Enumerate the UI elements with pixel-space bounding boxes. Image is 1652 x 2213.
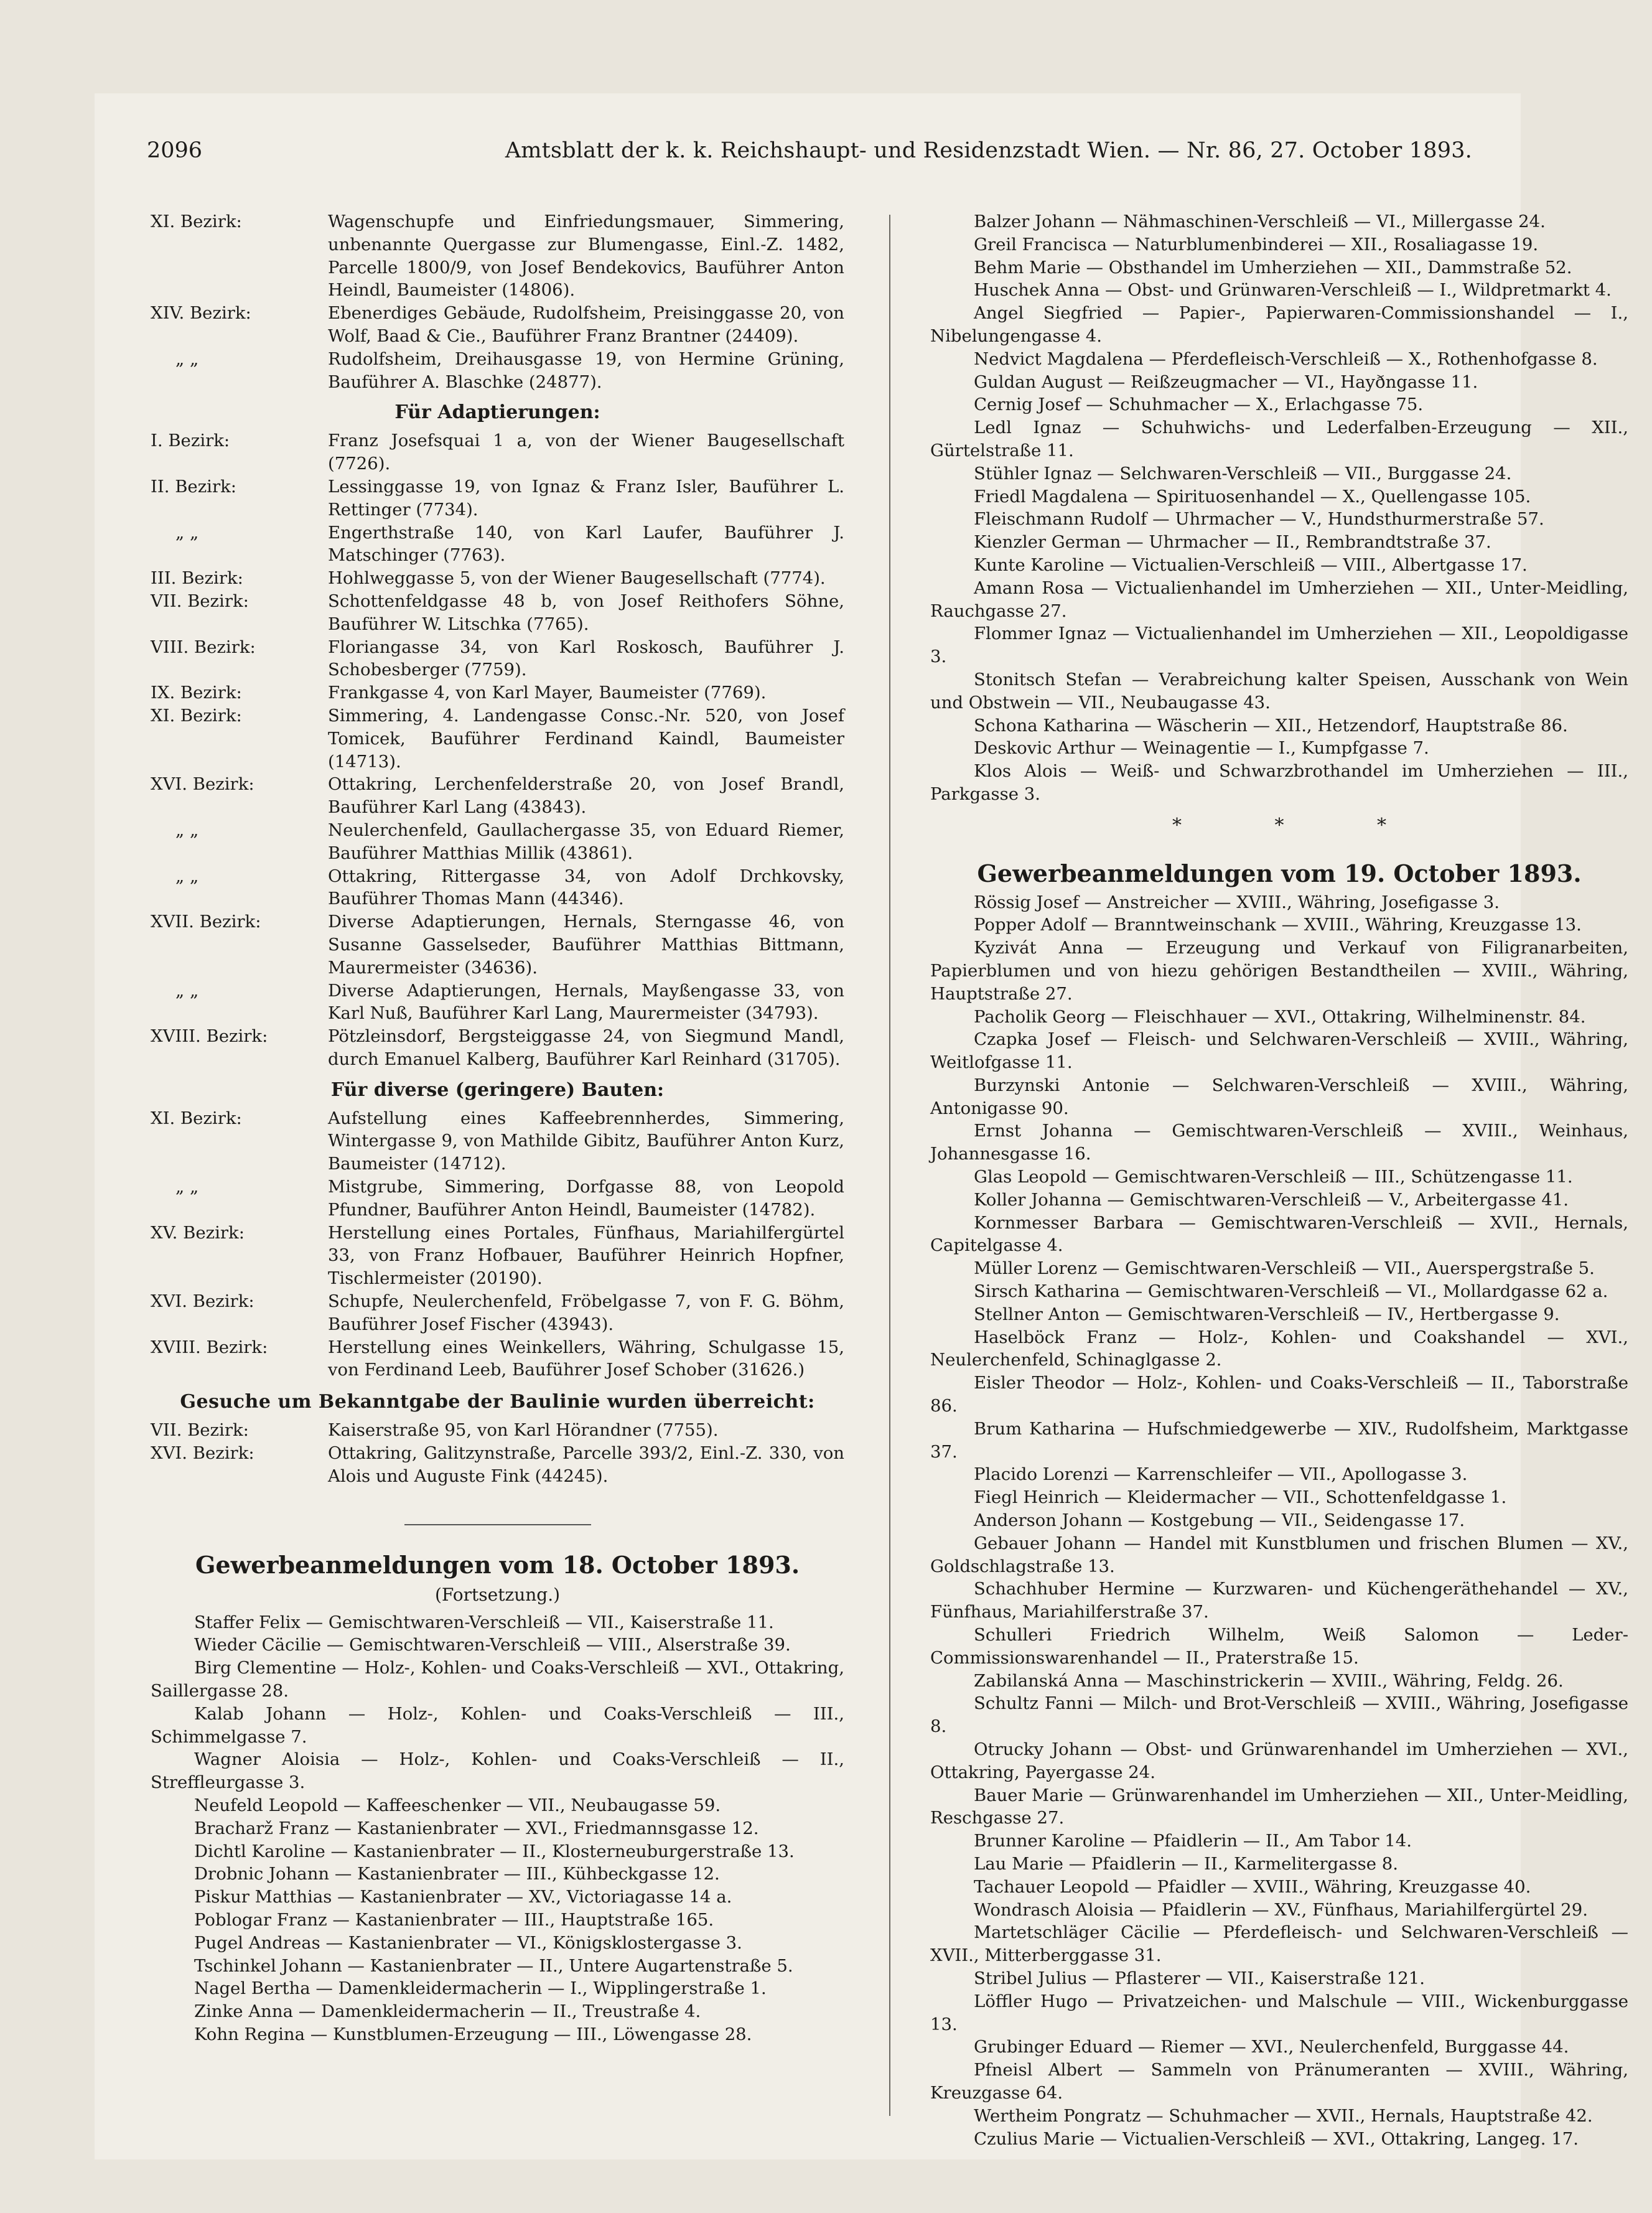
bau-entries-diverse bbox=[151, 1107, 844, 1382]
registration-entry: Kalab Johann — Holz-, Kohlen- und Coaks-Verschleiß — III., Schimmelgasse 7. bbox=[151, 1703, 844, 1747]
registration-entry: Nedvict Magdalena — Pferdefleisch-Verschleiß — X., Rothenhofgasse 8. bbox=[974, 349, 1598, 369]
registration-entry: Wagner Aloisia — Holz-, Kohlen- und Coaks-Verschleiß — II., Strefflеurgasse 3. bbox=[151, 1749, 844, 1793]
bau-entry bbox=[151, 910, 844, 979]
registration-entry: Ernst Johanna — Gemischtwaren-Verschleiß — XVIII., Weinhaus, Johannesgasse 16. bbox=[930, 1121, 1628, 1164]
bau-entry bbox=[151, 522, 844, 568]
bau-entry bbox=[151, 636, 844, 682]
asterism: * * * bbox=[1172, 814, 1430, 836]
entry-text: Floriangasse 34, von Karl Roskosch, Bauführer J. Schobesberger (7759). bbox=[328, 637, 844, 680]
registration-entry: Lau Marie — Pfaidlerin — II., Karmelitergasse 8. bbox=[974, 1853, 1398, 1874]
registration-entry: Nagel Bertha — Damenkleidermacherin — I., Wipplingerstraße 1. bbox=[194, 1978, 767, 1999]
bau-entry bbox=[151, 865, 844, 911]
bezirk-label: VII. Bezirk: bbox=[151, 1420, 249, 1441]
registration-entry: Huschek Anna — Obst- und Grünwaren-Verschleiß — I., Wildpretmarkt 4. bbox=[974, 280, 1612, 301]
entry-text: Engerthstraße 140, von Karl Laufer, Bauführer J. Matschinger (7763). bbox=[328, 522, 844, 566]
bau-entry bbox=[151, 980, 844, 1026]
registration-entry: Tschinkel Johann — Kastanienbrater — II., Untere Augartenstraße 5. bbox=[194, 1955, 793, 1976]
registration-entry: Anderson Johann — Kostgebung — VII., Seidengasse 17. bbox=[974, 1510, 1465, 1531]
registration-entry: Drobnic Johann — Kastanienbrater — III., Kühbeckgasse 12. bbox=[194, 1864, 720, 1884]
registration-entry: Flommer Ignaz — Victualienhandel im Umherziehen — XII., Leopoldigasse 3. bbox=[930, 624, 1628, 667]
entry-text: Kaiserstraße 95, von Karl Hörandner (7755). bbox=[328, 1420, 719, 1441]
registration-entry: Otrucky Johann — Obst- und Grünwarenhandel im Umherziehen — XVI., Ottakring, Payergasse 24. bbox=[930, 1739, 1628, 1782]
registration-entry: Staffer Felix — Gemischtwaren-Verschleiß — VII., Kaiserstraße 11. bbox=[194, 1612, 774, 1632]
bezirk-label: XVI. Bezirk: bbox=[151, 1291, 254, 1312]
bezirk-label: II. Bezirk: bbox=[151, 476, 237, 497]
registration-entry: Koller Johanna — Gemischtwaren-Verschleiß — V., Arbeitergasse 41. bbox=[974, 1189, 1569, 1210]
column-divider bbox=[889, 215, 890, 2116]
registration-entry: Behm Marie — Obsthandel im Umherziehen — XII., Dammstraße 52. bbox=[974, 257, 1572, 278]
bezirk-label: XVI. Bezirk: bbox=[151, 774, 254, 795]
entry-text: Neulerchenfeld, Gaullachergasse 35, von Eduard Riemer, Bauführer Matthias Millik (43861). bbox=[328, 820, 844, 863]
bezirk-label: „ „ bbox=[175, 866, 199, 886]
bau-entry bbox=[151, 429, 844, 475]
bezirk-label: XVIII. Bezirk: bbox=[151, 1026, 268, 1047]
registration-entry: Löffler Hugo — Privatzeichen- und Malschule — VIII., Wickenburggasse 13. bbox=[930, 1991, 1628, 2034]
heading-baulinie: Gesuche um Bekanntgabe der Baulinie wurden überreicht: bbox=[180, 1391, 815, 1413]
bezirk-label: IX. Bezirk: bbox=[151, 683, 242, 703]
left-column bbox=[151, 210, 844, 2046]
bau-entry bbox=[151, 1442, 844, 1488]
entry-text: Schottenfeldgasse 48 b, von Josef Reithofers Söhne, Bauführer W. Litschka (7765). bbox=[328, 591, 844, 634]
registration-entry: Schona Katharina — Wäscherin — XII., Hetzendorf, Hauptstraße 86. bbox=[974, 715, 1568, 736]
registration-entry: Haselböck Franz — Holz-, Kohlen- und Coakshandel — XVI., Neulerchenfeld, Schinaglgasse 2. bbox=[930, 1327, 1628, 1370]
bezirk-label: „ „ bbox=[175, 820, 199, 840]
bezirk-label: VIII. Bezirk: bbox=[151, 637, 256, 657]
registration-entry: Stühler Ignaz — Selchwaren-Verschleiß — VII., Burggasse 24. bbox=[974, 463, 1512, 484]
bezirk-label: XVI. Bezirk: bbox=[151, 1443, 254, 1464]
bezirk-label: VII. Bezirk: bbox=[151, 591, 249, 611]
registration-entry: Balzer Johann — Nähmaschinen-Verschleiß — VI., Millergasse 24. bbox=[974, 212, 1546, 232]
registration-entry: Poblogar Franz — Kastanienbrater — III., Hauptstraße 165. bbox=[194, 1910, 714, 1930]
newspaper-page bbox=[95, 93, 1628, 2159]
entry-text: Lessinggasse 19, von Ignaz & Franz Isler, Bauführer L. Rettinger (7734). bbox=[328, 476, 844, 520]
registration-entry: Kyzivát Anna — Erzeugung und Verkauf von Filigranarbeiten, Papierblumen und von hiezu gehörigen Bestandtheilen — XVIII., Währing, Hauptstraße 27. bbox=[930, 938, 1628, 1004]
bau-entry bbox=[151, 590, 844, 636]
registration-entry: Guldan August — Reißzeugmacher — VI., Hayðngasse 11. bbox=[974, 372, 1478, 392]
registration-entry: Dichtl Karoline — Kastanienbrater — II., Klosterneuburgerstraße 13. bbox=[194, 1841, 795, 1861]
registration-entry: Schultz Fanni — Milch- und Brot-Verschleiß — XVIII., Währing, Josefigasse 8. bbox=[930, 1693, 1628, 1737]
registration-entry: Birg Clementine — Holz-, Kohlen- und Coaks-Verschleiß — XVI., Ottakring, Saillergasse 28. bbox=[151, 1658, 844, 1701]
page-header bbox=[147, 136, 1472, 173]
registration-entry: Schachhuber Hermine — Kurzwaren- und Küchengeräthehandel — XV., Fünfhaus, Mariahilferstraße 37. bbox=[930, 1579, 1628, 1622]
heading-diverse-bauten: Für diverse (geringere) Bauten: bbox=[330, 1078, 665, 1101]
bau-entry bbox=[151, 773, 844, 819]
bau-entries-adaptierungen bbox=[151, 429, 844, 1070]
bezirk-label: XI. Bezirk: bbox=[151, 212, 242, 232]
registration-entry: Kienzler German — Uhrmacher — II., Rembrandtstraße 37. bbox=[974, 532, 1491, 553]
entry-text: Schupfe, Neulerchenfeld, Fröbelgasse 7, von F. G. Böhm, Bauführer Josef Fischer (43943). bbox=[328, 1291, 844, 1334]
bezirk-label: XVIII. Bezirk: bbox=[151, 1337, 268, 1357]
entry-text: Diverse Adaptierungen, Hernals, Sterngasse 46, von Susanne Gasselseder, Bauführer Matthias Bittmann, Maurermeister (34636). bbox=[328, 912, 844, 978]
registration-entry: Wondrasch Aloisia — Pfaidlerin — XV., Fünfhaus, Mariahilfergürtel 29. bbox=[974, 1899, 1589, 1920]
registration-entry: Placido Lorenzi — Karrenschleifer — VII., Apollogasse 3. bbox=[974, 1464, 1468, 1485]
bezirk-label: „ „ bbox=[175, 349, 199, 369]
bau-entry bbox=[151, 475, 844, 522]
bau-entries-top bbox=[151, 210, 844, 393]
entry-text: Ottakring, Galitzynstraße, Parcelle 393/2, Einl.-Z. 330, von Alois und Auguste Fink (44245). bbox=[328, 1443, 844, 1486]
entry-text: Diverse Adaptierungen, Hernals, Mayßengasse 33, von Karl Nuß, Bauführer Karl Lang, Maurermeister (34793). bbox=[328, 980, 844, 1024]
entry-text: Mistgrube, Simmering, Dorfgasse 88, von Leopold Pfundner, Bauführer Anton Heindl, Baumeister (14782). bbox=[328, 1177, 844, 1220]
entry-text: Pötzleinsdorf, Bergsteiggasse 24, von Siegmund Mandl, durch Emanuel Kalberg, Bauführer Karl Reinhard (31705). bbox=[328, 1026, 844, 1069]
registration-entry: Stellner Anton — Gemischtwaren-Verschleiß — IV., Hertbergasse 9. bbox=[974, 1304, 1560, 1324]
bezirk-label: XVII. Bezirk: bbox=[151, 912, 261, 932]
registration-entry: Rössig Josef — Anstreicher — XVIII., Währing, Josefigasse 3. bbox=[974, 892, 1500, 912]
bezirk-label: I. Bezirk: bbox=[151, 431, 230, 451]
registration-entry: Sirsch Katharina — Gemischtwaren-Verschleiß — VI., Mollardgasse 62 a. bbox=[974, 1281, 1608, 1302]
registration-entry: Friedl Magdalena — Spirituosenhandel — X., Quellengasse 105. bbox=[974, 486, 1531, 507]
bau-entry bbox=[151, 302, 844, 348]
registration-entry: Stribel Julius — Pflasterer — VII., Kaiserstraße 121. bbox=[974, 1968, 1426, 1988]
registration-entry: Pfneisl Albert — Sammeln von Pränumeranten — XVIII., Währing, Kreuzgasse 64. bbox=[930, 2060, 1628, 2103]
registration-entry: Cernig Josef — Schuhmacher — X., Erlachgasse 75. bbox=[974, 395, 1424, 415]
registration-entry: Brunner Karoline — Pfaidlerin — II., Am Tabor 14. bbox=[974, 1831, 1412, 1851]
bezirk-label: XV. Bezirk: bbox=[151, 1222, 245, 1243]
bezirk-label: XI. Bezirk: bbox=[151, 705, 242, 726]
bau-entry bbox=[151, 681, 844, 704]
bau-entry bbox=[151, 819, 844, 865]
registration-entry: Zabilanská Anna — Maschinstrickerin — XVIII., Währing, Feldg. 26. bbox=[974, 1670, 1564, 1691]
entry-text: Aufstellung eines Kaffeebrennherdes, Simmering, Wintergasse 9, von Mathilde Gibitz, Bauführer Anton Kurz, Baumeister (14712). bbox=[328, 1108, 844, 1174]
registration-entry: Kunte Karoline — Victualien-Verschleiß — VIII., Albertgasse 17. bbox=[974, 554, 1528, 575]
registration-entry: Stonitsch Stefan — Verabreichung kalter Speisen, Ausschank von Wein und Obstwein — VII., Neubaugasse 43. bbox=[930, 669, 1628, 713]
registration-entry: Greil Francisca — Naturblumenbinderei — XII., Rosaliagasse 19. bbox=[974, 234, 1539, 255]
bezirk-label: XIV. Bezirk: bbox=[151, 303, 251, 324]
heading-gewerbe-18-october: Gewerbeanmeldungen vom 18. October 1893. bbox=[195, 1550, 800, 1579]
entry-text: Frankgasse 4, von Karl Mayer, Baumeister (7769). bbox=[328, 683, 767, 703]
bezirk-label: XI. Bezirk: bbox=[151, 1108, 242, 1128]
bezirk-label: III. Bezirk: bbox=[151, 568, 243, 589]
registration-entry: Burzynski Antonie — Selchwaren-Verschleiß — XVIII., Währing, Antonigasse 90. bbox=[930, 1075, 1628, 1118]
registration-entry: Tachauer Leopold — Pfaidler — XVIII., Währing, Kreuzgasse 40. bbox=[974, 1876, 1531, 1897]
registration-entry: Gebauer Johann — Handel mit Kunstblumen und frischen Blumen — XV., Goldschlagstraße 13. bbox=[930, 1533, 1628, 1576]
registration-entry: Czulius Marie — Victualien-Verschleiß — XVI., Ottakring, Langeg. 17. bbox=[974, 2128, 1579, 2149]
registration-entry: Kornmesser Barbara — Gemischtwaren-Verschleiß — XVII., Hernals, Capitelgasse 4. bbox=[930, 1212, 1628, 1256]
registration-entry: Martetschläger Cäcilie — Pferdefleisch- und Selchwaren-Verschleiß — XVII., Mitterberggasse 31. bbox=[930, 1922, 1628, 1966]
bezirk-label: „ „ bbox=[175, 522, 199, 543]
registration-entry: Ledl Ignaz — Schuhwichs- und Lederfalben-Erzeugung — XII., Gürtelstraße 11. bbox=[930, 418, 1628, 461]
registration-entry: Wertheim Pongratz — Schuhmacher — XVII., Hernals, Hauptstraße 42. bbox=[974, 2105, 1593, 2126]
right-column bbox=[930, 210, 1628, 2150]
registration-entry: Klos Alois — Weiß- und Schwarzbrothandel im Umherziehen — III., Parkgasse 3. bbox=[930, 761, 1628, 804]
registration-entry: Angel Siegfried — Papier-, Papierwaren-Commissionshandel — I., Nibelungengasse 4. bbox=[930, 303, 1628, 346]
registration-entry: Czapka Josef — Fleisch- und Selchwaren-Verschleiß — XVIII., Währing, Weitlofgasse 11. bbox=[930, 1029, 1628, 1073]
entry-text: Herstellung eines Portales, Fünfhaus, Mariahilfergürtel 33, von Franz Hofbauer, Bauführer Heinrich Hopfner, Tischlermeister (20190). bbox=[328, 1222, 844, 1289]
bau-entry bbox=[151, 1419, 844, 1442]
heading-adaptierungen: Für Adaptierungen: bbox=[394, 401, 600, 424]
entry-text: Herstellung eines Weinkellers, Währing, Schulgasse 15, von Ferdinand Leeb, Bauführer Josef Schober (31626.) bbox=[328, 1337, 844, 1380]
entry-text: Ebenerdiges Gebäude, Rudolfsheim, Preisinggasse 20, von Wolf, Baad & Cie., Bauführer Franz Brantner (24409). bbox=[328, 303, 844, 346]
running-title: Amtsblatt der k. k. Reichshaupt- und Residenzstadt Wien. — Nr. 86, 27. October 1893. bbox=[505, 138, 1472, 163]
registration-entry: Glas Leopold — Gemischtwaren-Verschleiß — III., Schützengasse 11. bbox=[974, 1167, 1573, 1187]
bezirk-label: „ „ bbox=[175, 980, 199, 1001]
page-number: 2096 bbox=[147, 138, 203, 163]
registration-entry: Popper Adolf — Branntweinschank — XVIII., Währing, Kreuzgasse 13. bbox=[974, 915, 1582, 935]
bau-entries-baulinie bbox=[151, 1419, 844, 1487]
entry-text: Franz Josefsquai 1 a, von der Wiener Baugesellschaft (7726). bbox=[328, 431, 844, 474]
registration-entry: Deskovic Arthur — Weinagentie — I., Kumpfgasse 7. bbox=[974, 738, 1429, 759]
registration-entry: Bauer Marie — Grünwarenhandel im Umherziehen — XII., Unter-Meidling, Reschgasse 27. bbox=[930, 1785, 1628, 1828]
bau-entry bbox=[151, 1176, 844, 1222]
bau-entry bbox=[151, 210, 844, 302]
bau-entry bbox=[151, 1336, 844, 1382]
bau-entry bbox=[151, 1107, 844, 1176]
entry-text: Hohlweggasse 5, von der Wiener Baugesellschaft (7774). bbox=[328, 568, 826, 589]
bau-entry bbox=[151, 1025, 844, 1071]
registration-entry: Eisler Theodor — Holz-, Kohlen- und Coaks-Verschleiß — II., Taborstraße 86. bbox=[930, 1373, 1628, 1416]
gewerbe-list-18 bbox=[151, 1611, 844, 2046]
registration-entry: Pacholik Georg — Fleischhauer — XVI., Ottakring, Wilhelminenstr. 84. bbox=[974, 1006, 1586, 1027]
registration-entry: Grubinger Eduard — Riemer — XVI., Neulerchenfeld, Burggasse 44. bbox=[974, 2037, 1569, 2057]
bezirk-label: „ „ bbox=[175, 1177, 199, 1197]
bau-entry bbox=[151, 1290, 844, 1336]
registration-entry: Amann Rosa — Victualienhandel im Umherziehen — XII., Unter-Meidling, Rauchgasse 27. bbox=[930, 578, 1628, 621]
gewerbe-list-19 bbox=[930, 891, 1628, 2151]
bau-entry bbox=[151, 704, 844, 773]
registration-entry: Brum Katharina — Hufschmiedgewerbe — XIV., Rudolfsheim, Marktgasse 37. bbox=[930, 1418, 1628, 1462]
entry-text: Ottakring, Lerchenfelderstraße 20, von Josef Brandl, Bauführer Karl Lang (43843). bbox=[328, 774, 844, 818]
entry-text: Wagenschupfe und Einfriedungsmauer, Simmering, unbenannte Quergasse zur Blumengasse, Einl.-Z. 1482, Parcelle 1800/9, von Josef Bendekovics, Bauführer Anton Heindl, Baumeister (14806). bbox=[328, 212, 844, 301]
registration-entry: Piskur Matthias — Kastanienbrater — XV., Victoriagasse 14 a. bbox=[194, 1887, 732, 1907]
registration-entry: Fiegl Heinrich — Kleidermacher — VII., Schottenfeldgasse 1. bbox=[974, 1487, 1507, 1508]
registration-entry: Kohn Regina — Kunstblumen-Erzeugung — III., Löwengasse 28. bbox=[194, 2024, 752, 2044]
bau-entry bbox=[151, 348, 844, 394]
registration-entry: Pugel Andreas — Kastanienbrater — VI., Königsklostergasse 3. bbox=[194, 1932, 742, 1953]
subheading-fortsetzung: (Fortsetzung.) bbox=[434, 1584, 561, 1605]
registration-entry: Fleischmann Rudolf — Uhrmacher — V., Hundsthurmerstraße 57. bbox=[974, 509, 1544, 530]
registration-entry: Neufeld Leopold — Kaffeeschenker — VII., Neubaugasse 59. bbox=[194, 1795, 721, 1816]
heading-gewerbe-19-october: Gewerbeanmeldungen vom 19. October 1893. bbox=[977, 859, 1582, 887]
section-separator bbox=[404, 1524, 591, 1525]
registration-entry: Wieder Cäcilie — Gemischtwaren-Verschleiß — VIII., Alserstraße 39. bbox=[194, 1635, 791, 1655]
registration-entry: Zinke Anna — Damenkleidermacherin — II., Treustraße 4. bbox=[194, 2001, 701, 2022]
registration-entry: Bracharž Franz — Kastanienbrater — XVI., Friedmannsgasse 12. bbox=[194, 1818, 759, 1838]
bau-entry bbox=[151, 567, 844, 590]
registration-entry: Müller Lorenz — Gemischtwaren-Verschleiß — VII., Auerspergstraße 5. bbox=[974, 1258, 1595, 1279]
entry-text: Rudolfsheim, Dreihausgasse 19, von Hermine Grüning, Bauführer A. Blaschke (24877). bbox=[328, 349, 844, 392]
bau-entry bbox=[151, 1222, 844, 1290]
entry-text: Ottakring, Rittergasse 34, von Adolf Drchkovsky, Bauführer Thomas Mann (44346). bbox=[328, 866, 844, 909]
entry-text: Simmering, 4. Landengasse Consc.-Nr. 520, von Josef Tomicek, Bauführer Ferdinand Kaindl, Baumeister (14713). bbox=[328, 705, 844, 772]
gewerbe-list-18-continued bbox=[930, 210, 1628, 806]
registration-entry: Schulleri Friedrich Wilhelm, Weiß Salomon — Leder-Commissionswarenhandel — II., Praterstraße 15. bbox=[930, 1625, 1628, 1668]
